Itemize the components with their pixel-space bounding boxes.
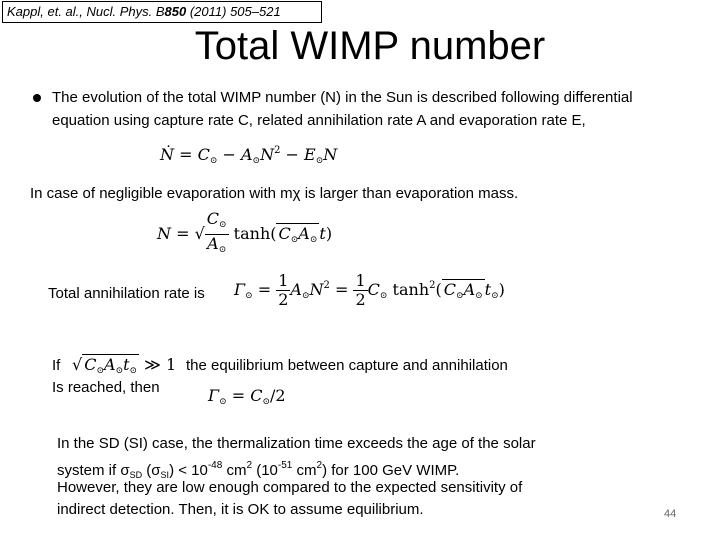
thermalization-line-3: However, they are low enough compared to the expected sensitivity of <box>57 479 523 496</box>
if-label: If <box>52 357 61 374</box>
citation-box <box>2 1 322 23</box>
thermalization-line-1: In the SD (SI) case, the thermalization time exceeds the age of the solar <box>57 435 536 452</box>
negligible-evaporation-text: In case of negligible evaporation with mχ is larger than evaporation mass. <box>30 185 519 202</box>
reached-text: Is reached, then <box>52 379 160 396</box>
annihilation-rate-label: Total annihilation rate is <box>48 285 205 302</box>
intro-line-1: The evolution of the total WIMP number (N) in the Sun is described following differential <box>52 89 633 106</box>
equilibrium-text: the equilibrium between capture and annihilation <box>186 357 508 374</box>
solution-equation: N = √ $\frac{C_⊙}{A_⊙}$ tanh( $C_⊙A_⊙$ t) <box>157 209 333 255</box>
slide-title: Total WIMP number <box>194 24 546 68</box>
thermalization-line-4: indirect detection. Then, it is OK to assume equilibrium. <box>57 501 424 518</box>
page-number: 44 <box>664 508 677 520</box>
thermalization-line-2: system if $\sigma_{SD}$ $(\sigma_{SI}) < 10^{-48}$ $cm^2$ ($10^{-51}$ $cm^2$) for 100 GeV WIMP. <box>57 460 460 480</box>
equilibrium-condition: √ $C_⊙A_⊙t_⊙$ ≫ 1 <box>72 355 177 376</box>
citation-pages: (2011) 505–521 <box>186 4 281 19</box>
annihilation-equation: $\Gamma_⊙$ = $\frac{1}{2}$ $A_⊙N^2$ = $\frac{1}{2}$ $C_⊙$ $\tanh^2$( $C_⊙A_⊙$ $t_⊙$) <box>234 271 505 309</box>
citation-volume: 850 <box>164 4 187 19</box>
evolution-equation: Ṅ = $C_⊙ - A_⊙N^2 - E_⊙N$ <box>160 145 338 166</box>
bullet-icon <box>33 94 41 102</box>
citation-authors: Kappl, et. al., Nucl. Phys. B <box>7 4 165 19</box>
intro-line-2: equation using capture rate C, related annihilation rate A and evaporation rate E, <box>52 112 586 129</box>
equilibrium-result-equation: $\Gamma_⊙ = C_⊙/2$ <box>208 386 286 407</box>
